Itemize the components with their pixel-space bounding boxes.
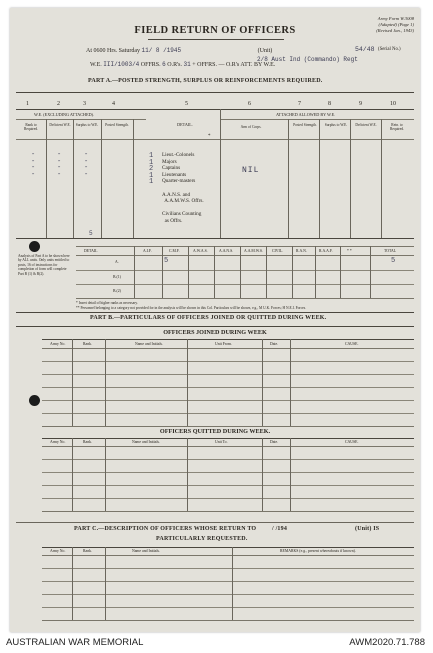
joined-col-header: Date. [270, 342, 279, 346]
analysis-header: A.A.N.S. [219, 249, 234, 253]
col-num: 8 [328, 101, 331, 107]
part-c-row-rule [42, 607, 414, 608]
posted-total: 5 [89, 230, 93, 237]
attached-nil: NIL [242, 166, 260, 175]
date-line: At 0600 Hrs. Saturday 11/ 8 /1945 (Unit) [86, 47, 273, 54]
quitted-col-rule [72, 438, 73, 511]
col-header: Arm of Corps. [240, 125, 262, 129]
part-a-numbers-rule [16, 109, 414, 110]
part-c-top-rule [16, 522, 414, 523]
part-c-bottom-rule [42, 620, 414, 621]
joined-col-header: Unit From. [215, 342, 232, 346]
part-c-date-blank: / /194 [272, 526, 288, 532]
we-value: III/1003/4 [103, 61, 140, 68]
analysis-bottom-rule [76, 298, 414, 299]
col-num: 7 [298, 101, 301, 107]
analysis-col-rule [134, 246, 135, 298]
col-num: 10 [390, 101, 396, 107]
analysis-row-rule [76, 284, 414, 285]
part-c-heading-2: PARTICULARLY REQUESTED. [156, 536, 248, 542]
quitted-title: OFFICERS QUITTED DURING WEEK. [159, 428, 271, 435]
punch-hole [29, 395, 40, 406]
analysis-note: Analysis of Part A to be shown here by ALL units. Only units entitled to posts, 16 of instructions for completion of form will complete Part B (1) & B(2). [18, 254, 70, 276]
quitted-col-header: Army No. [50, 440, 66, 444]
we-line: W.E. III/1003/4 OFFRS. 6 O.R's. 31 + OFFRS. — O.R's ATT. BY W.E. [90, 61, 276, 68]
quitted-title-rule [42, 438, 414, 439]
col-header: Rein. to Required. [389, 123, 405, 132]
joined-row-rule [42, 361, 414, 362]
header-bottom-rule [16, 139, 414, 140]
analysis-col-rule [214, 246, 215, 298]
col-rule [101, 119, 102, 238]
joined-col-rule [290, 339, 291, 426]
joined-col-header: Army No. [50, 342, 66, 346]
col-rule [288, 119, 289, 238]
joined-title-rule [42, 339, 414, 340]
analysis-header: * * [347, 249, 352, 253]
analysis-col-rule [188, 246, 189, 298]
detail-header: DETAIL. [177, 122, 193, 127]
joined-col-header: Name and Initials. [135, 342, 163, 346]
part-c-row-rule [42, 594, 414, 595]
quitted-col-header: Unit To. [215, 440, 228, 444]
footnote-1: * Insert detail of higher ranks as necessary. [76, 301, 138, 305]
col-header: Deficient W.E. [49, 123, 71, 127]
joined-col-rule [105, 339, 106, 426]
analysis-col-rule [292, 246, 293, 298]
asterisk-mark: * [208, 134, 211, 139]
col-rule [381, 119, 382, 238]
col-rule [73, 119, 74, 238]
joined-col-rule [72, 339, 73, 426]
analysis-row-label: A. [115, 260, 119, 264]
punch-hole [29, 241, 40, 252]
col-num: 3 [83, 101, 86, 107]
analysis-header: R.A.A.F. [319, 249, 333, 253]
joined-row-rule [42, 413, 414, 414]
analysis-aif-value: 5 [164, 257, 169, 265]
part-b-top-rule [16, 312, 414, 313]
form-reference: Army Form W.3008 (Adapted) (Page 1) (Revised Jan., 1943) [376, 16, 414, 33]
quitted-col-header: Name and Initials. [132, 440, 160, 444]
col-num: 4 [112, 101, 115, 107]
analysis-row-rule [76, 270, 414, 271]
analysis-row-label: B.(2) [113, 289, 121, 293]
dash-marks-col3: - - - - [84, 151, 89, 179]
footer-source: AUSTRALIAN WAR MEMORIAL [6, 637, 144, 648]
posted-value: 1 [149, 171, 154, 180]
joined-title: OFFICERS JOINED DURING WEEK [163, 329, 267, 336]
part-a-heading: PART A.—POSTED STRENGTH, SURPLUS OR REINFORCEMENTS REQUIRED. [88, 78, 323, 84]
col-header: Deficient W.E. [355, 123, 377, 127]
analysis-header-rule [76, 255, 414, 256]
analysis-header: R.A.N. [296, 249, 307, 253]
quitted-row-rule [42, 485, 414, 486]
quitted-col-rule [262, 438, 263, 511]
col-header: Rank to Required. [23, 123, 39, 132]
quitted-row-rule [42, 459, 414, 460]
part-c-header-rule [42, 555, 414, 556]
analysis-header: A.W.A.S. [193, 249, 208, 253]
posted-value: 1 [149, 158, 154, 167]
joined-col-header: Rank. [83, 342, 92, 346]
joined-col-header: CAUSE. [345, 342, 359, 346]
analysis-header: DETAIL [84, 249, 98, 253]
col-rule [319, 119, 320, 238]
col-header: Posted Strength. [105, 123, 129, 127]
posted-value: 2 [149, 165, 154, 174]
part-c-row-rule [42, 568, 414, 569]
analysis-col-rule [315, 246, 316, 298]
posted-value: 1 [149, 152, 154, 160]
serial-label: (Serial No.) [378, 47, 401, 52]
col-rule [350, 119, 351, 238]
posted-value: 1 [149, 178, 154, 187]
form-title: FIELD RETURN OF OFFICERS [134, 25, 296, 36]
col-num: 6 [248, 101, 251, 107]
analysis-col-rule [266, 246, 267, 298]
col-rule [46, 119, 47, 238]
quitted-col-rule [290, 438, 291, 511]
analysis-total-value: 5 [391, 257, 396, 265]
analysis-col-rule [240, 246, 241, 298]
col-num: 5 [185, 101, 188, 107]
quitted-row-rule [42, 498, 414, 499]
dash-marks-col1: - - - - [31, 151, 36, 179]
quitted-col-header: Date. [270, 440, 279, 444]
part-c-heading: PART C.—DESCRIPTION OF OFFICERS WHOSE RETURN TO [74, 526, 257, 532]
part-c-col-header: Army No. [50, 549, 66, 553]
col-rule [220, 109, 221, 238]
title-underline [148, 39, 284, 40]
part-b-heading: PART B.—PARTICULARS OF OFFICERS JOINED OR QUITTED DURING WEEK. [90, 315, 327, 321]
footer-accession: AWM2020.71.788 [349, 637, 425, 648]
analysis-row-label: B.(1) [113, 275, 121, 279]
col-header: Surplus to W.E. [324, 123, 348, 127]
form-sheet [10, 8, 420, 632]
group-rule-left [16, 119, 146, 120]
unit-value: 2/8 Aust Ind (Commando) Regt [257, 56, 358, 63]
col-header: Posted Strength. [293, 123, 317, 127]
part-c-col-header: Rank. [83, 549, 92, 553]
part-c-col-header: Name and Initials. [132, 549, 160, 553]
quitted-col-header: CAUSE. [345, 440, 359, 444]
quitted-col-header: Rank. [83, 440, 92, 444]
quitted-col-rule [187, 438, 188, 511]
quitted-row-rule [42, 472, 414, 473]
analysis-header: TOTAL [384, 249, 397, 253]
joined-col-rule [187, 339, 188, 426]
part-c-col-rule [72, 547, 73, 620]
quitted-header-rule [42, 446, 414, 447]
col-num: 9 [359, 101, 362, 107]
attached-header: ATTACHED ALLOWED BY W.E. [276, 112, 336, 117]
analysis-header: CIVIL. [272, 249, 284, 253]
joined-bottom-rule [42, 426, 414, 427]
joined-col-rule [262, 339, 263, 426]
joined-row-rule [42, 400, 414, 401]
analysis-header: A.I.F. [143, 249, 152, 253]
dash-marks-col2: - - - - [57, 151, 62, 179]
analysis-top-rule [76, 246, 414, 247]
analysis-col-rule [162, 246, 163, 298]
totals-rule [16, 238, 414, 239]
part-c-col-header: REMARKS (e.g., present whereabouts if known). [280, 549, 356, 553]
joined-header-rule [42, 348, 414, 349]
rank-detail-list: Lieut.-Colonels Majors Captains Lieutenants Quarter-masters A.A.N.S. and A.A.M.W.S. Offrs. Civilians Counting as Offrs. [162, 152, 204, 224]
part-c-unit-is: (Unit) IS [355, 526, 380, 532]
footnote-2: ** Personnel belonging to a category not provided for in the analysis will be shown in this Col. Particulars will be shown, e.g., M U.K. Forces; H N.E.I. Forces. [76, 306, 307, 310]
part-c-col-rule [105, 547, 106, 620]
analysis-col-rule [370, 246, 371, 298]
analysis-header: C.M.F. [169, 249, 180, 253]
we-excl-header: W.E. (EXCLUDING ATTACHED). [34, 112, 95, 117]
group-rule-right [220, 119, 414, 120]
part-c-row-rule [42, 581, 414, 582]
joined-row-rule [42, 387, 414, 388]
part-b-heading-rule [16, 326, 414, 327]
col-rule [133, 119, 134, 238]
quitted-col-rule [105, 438, 106, 511]
part-a-top-rule [16, 92, 414, 93]
joined-row-rule [42, 374, 414, 375]
col-num: 2 [57, 101, 60, 107]
serial-value: 54/48 [355, 46, 375, 53]
date-value: 11/ 8 /1945 [141, 47, 182, 54]
part-c-col-rule [232, 547, 233, 620]
analysis-header: A.A.M.W.S. [244, 249, 263, 253]
col-num: 1 [26, 101, 29, 107]
part-c-table-top [42, 547, 414, 548]
analysis-col-rule [340, 246, 341, 298]
quitted-bottom-rule [42, 511, 414, 512]
col-header: Surplus to W.E. [75, 123, 99, 127]
